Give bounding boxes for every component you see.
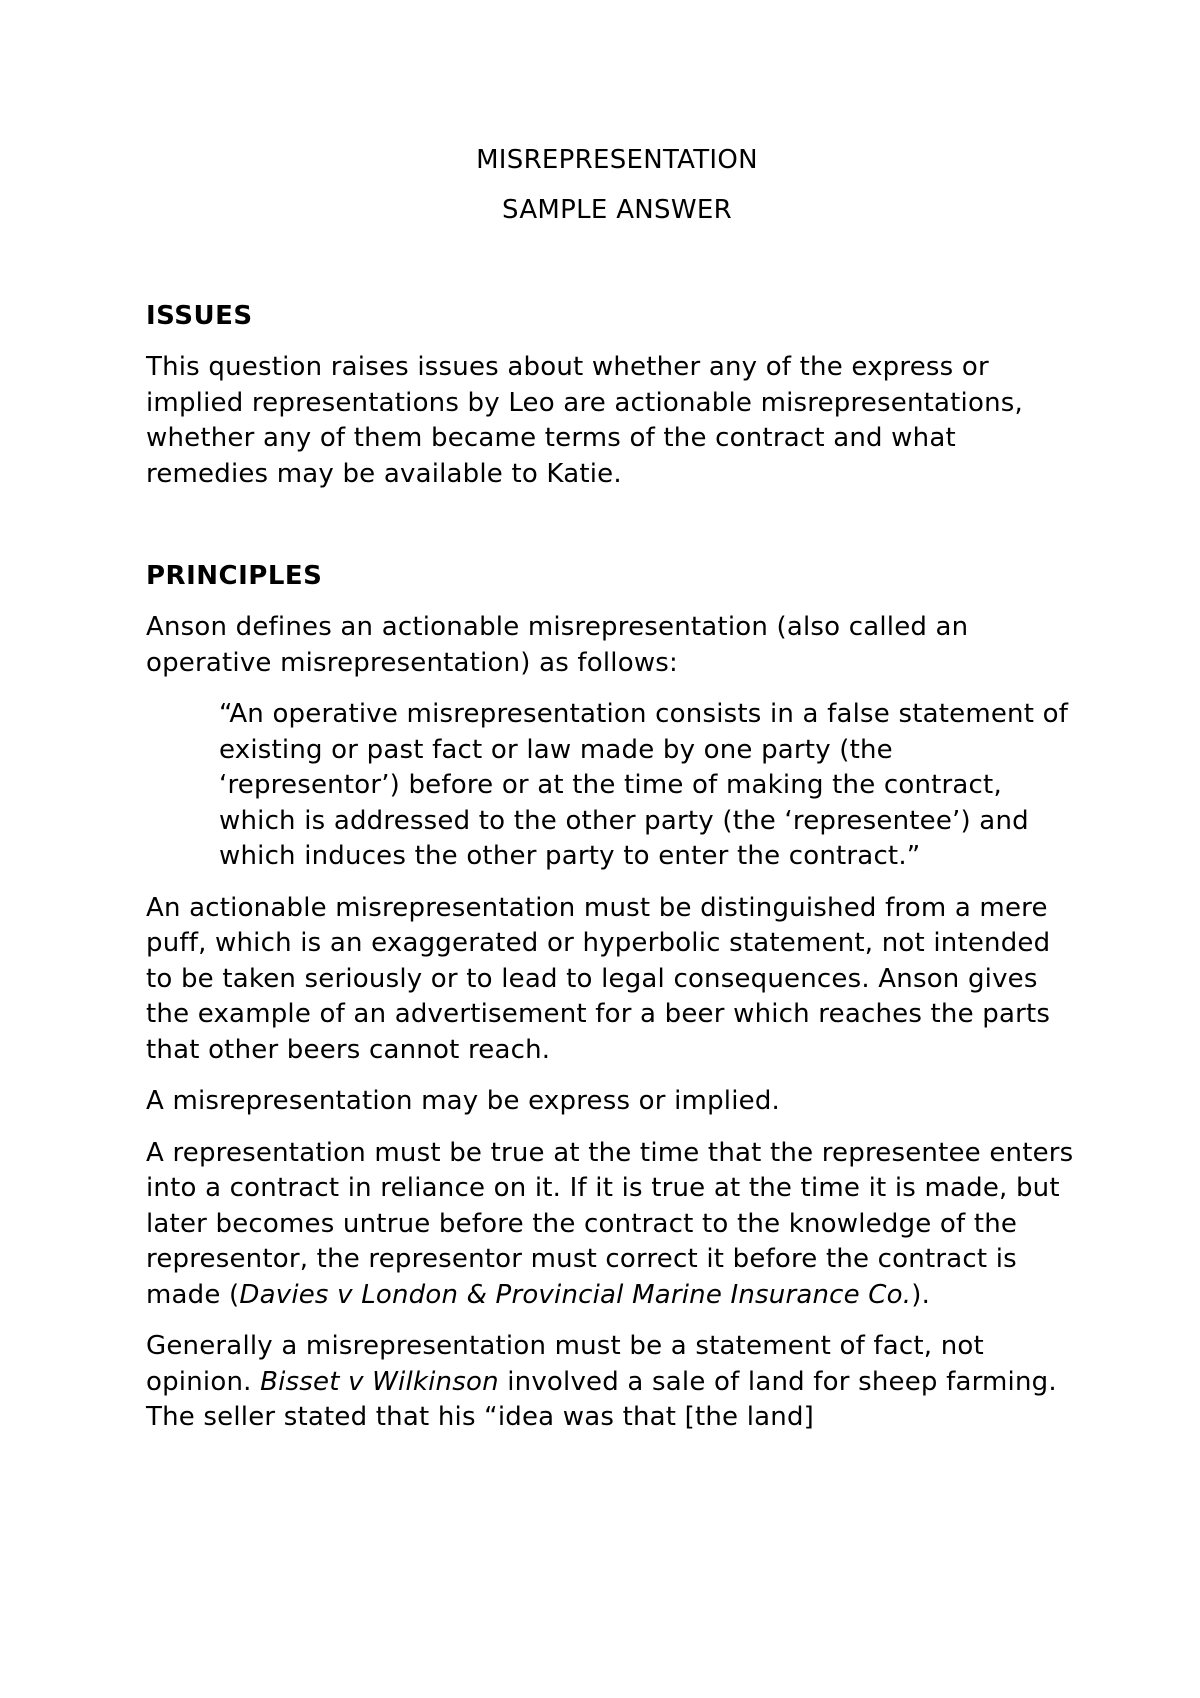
fact-opinion-end: involved a sale of land for sheep farming. The seller stated that his “idea was that [the land] (146, 1366, 1057, 1432)
anson-quote: “An operative misrepresentation consists in a false statement of existing or past fact or law made by one party (the ‘representor’) before or at the time of making the contract, which is addressed to the other party (the ‘representee’) and which induces the other party to enter the contract.” (219, 699, 1069, 871)
issues-heading: ISSUES (146, 301, 253, 331)
case-citation-bisset: Bisset v Wilkinson (260, 1366, 499, 1397)
true-at-time-text: A representation must be true at the time that the representee enters into a contract in reliance on it. If it is true at the time it is made, but later becomes untrue before the contract to the knowledge of the representor, the representor must correct it before the contract is made ( (146, 1137, 1074, 1310)
fact-opinion-text: Generally a misrepresentation must be a statement of fact, not opinion. (146, 1331, 984, 1397)
document-content (146, 142, 1076, 1436)
true-at-time-paragraph (146, 1136, 1076, 1314)
express-implied-paragraph: A misrepresentation may be express or implied. (146, 1086, 780, 1116)
fact-opinion-paragraph (146, 1329, 1076, 1436)
mere-puff-paragraph: An actionable misrepresentation must be distinguished from a mere puff, which is an exaggerated or hyperbolic statement, not intended to be taken seriously or to lead to legal consequences. Anson gives the example of an advertisement for a beer which reaches the parts that other beers cannot reach. (146, 892, 1051, 1065)
principles-intro-paragraph: Anson defines an actionable misrepresentation (also called an operative misrepresentation) as follows: (146, 612, 969, 678)
issues-paragraph: This question raises issues about whether any of the express or implied representations by Leo are actionable misrepresentations, whether any of them became terms of the contract and what remedies may be available to Katie. (146, 352, 1023, 489)
true-at-time-end: ). (911, 1279, 931, 1310)
document-subtitle: SAMPLE ANSWER (502, 195, 732, 225)
document-title: MISREPRESENTATION (476, 145, 758, 175)
case-citation-davies: Davies v London & Provincial Marine Insurance Co. (239, 1279, 912, 1310)
principles-heading: PRINCIPLES (146, 561, 323, 591)
